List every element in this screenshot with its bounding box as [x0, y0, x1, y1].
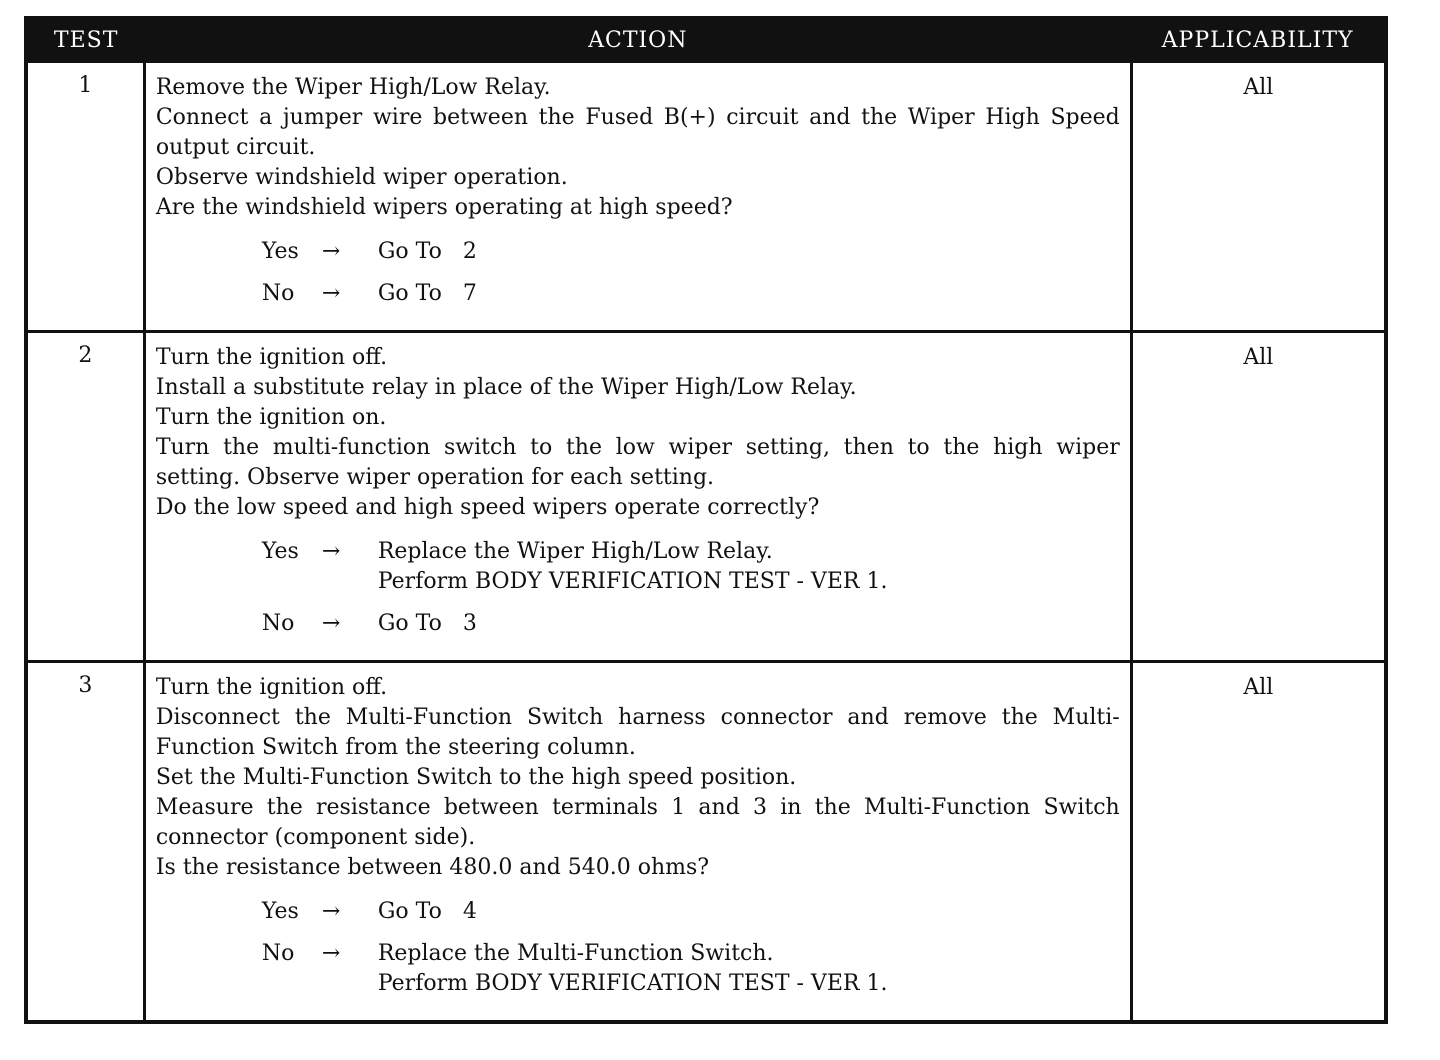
- step-line: Install a substitute relay in place of the Wiper High/Low Relay.: [155, 375, 857, 400]
- header-test: TEST: [26, 18, 144, 62]
- step-line: Do the low speed and high speed wipers operate correctly?: [155, 495, 820, 520]
- table-row: [26, 662, 1386, 1022]
- arrow-right-icon: →: [321, 281, 341, 306]
- result-no: [262, 609, 1120, 639]
- step-line: Turn the ignition on.: [155, 405, 387, 430]
- result-no: [262, 279, 1120, 309]
- step-line: Are the windshield wipers operating at high speed?: [155, 195, 733, 220]
- result-target: [378, 939, 1120, 999]
- action-cell: [144, 662, 1131, 1022]
- step-line: Is the resistance between 480.0 and 540.0 ohms?: [155, 855, 710, 880]
- result-branches: [262, 537, 1120, 639]
- result-target: [378, 897, 1120, 927]
- applicability-value: All: [1131, 662, 1386, 1022]
- step-line: Turn the multi-function switch to the low wiper setting, then to the high wiper setting. Observe wiper operation for each setting.: [155, 435, 1120, 490]
- result-target-line: Go To 4: [377, 899, 477, 924]
- test-number: 1: [26, 62, 144, 332]
- action-cell: [144, 62, 1131, 332]
- result-target-line: Go To 2: [377, 239, 477, 264]
- header-applicability: APPLICABILITY: [1131, 18, 1386, 62]
- result-yes: [262, 237, 1120, 267]
- result-target: [378, 609, 1120, 639]
- step-line: Turn the ignition off.: [155, 345, 388, 370]
- arrow-right-icon: →: [321, 539, 341, 564]
- result-label: Yes: [261, 239, 299, 264]
- result-target: [378, 279, 1120, 309]
- arrow-right-icon: →: [321, 899, 341, 924]
- header-action: ACTION: [144, 18, 1131, 62]
- result-label: Yes: [261, 899, 299, 924]
- applicability-value: All: [1131, 62, 1386, 332]
- result-target-line: Go To 3: [377, 611, 477, 636]
- result-target: [378, 537, 1120, 597]
- result-target: [378, 237, 1120, 267]
- result-no: [262, 939, 1120, 999]
- step-line: Set the Multi-Function Switch to the high speed position.: [155, 765, 797, 790]
- result-target-line: Replace the Wiper High/Low Relay.: [377, 539, 773, 564]
- action-cell: [144, 332, 1131, 662]
- step-line: Remove the Wiper High/Low Relay.: [155, 75, 551, 100]
- applicability-value: All: [1131, 332, 1386, 662]
- arrow-right-icon: →: [321, 941, 341, 966]
- table-row: [26, 62, 1386, 332]
- step-line: Observe windshield wiper operation.: [155, 165, 568, 190]
- step-line: Turn the ignition off.: [155, 675, 388, 700]
- diagnostic-test-table: [24, 16, 1388, 1024]
- result-label: Yes: [261, 539, 299, 564]
- result-target-line: Perform BODY VERIFICATION TEST - VER 1.: [377, 569, 888, 594]
- step-line: Disconnect the Multi-Function Switch harness connector and remove the Multi-Function Switch from the steering column.: [155, 705, 1120, 760]
- result-branches: [262, 237, 1120, 309]
- result-label: No: [261, 611, 295, 636]
- result-yes: [262, 537, 1120, 597]
- result-branches: [262, 897, 1120, 999]
- result-target-line: Go To 7: [377, 281, 477, 306]
- result-label: No: [261, 941, 295, 966]
- arrow-right-icon: →: [321, 611, 341, 636]
- result-target-line: Replace the Multi-Function Switch.: [377, 941, 774, 966]
- test-number: 2: [26, 332, 144, 662]
- step-line: Measure the resistance between terminals 1 and 3 in the Multi-Function Switch connector (component side).: [155, 795, 1120, 850]
- arrow-right-icon: →: [321, 239, 341, 264]
- test-number: 3: [26, 662, 144, 1022]
- table-header-row: [26, 18, 1386, 62]
- step-line: Connect a jumper wire between the Fused B(+) circuit and the Wiper High Speed output circuit.: [155, 105, 1120, 160]
- table-row: [26, 332, 1386, 662]
- result-target-line: Perform BODY VERIFICATION TEST - VER 1.: [377, 971, 888, 996]
- result-yes: [262, 897, 1120, 927]
- result-label: No: [261, 281, 295, 306]
